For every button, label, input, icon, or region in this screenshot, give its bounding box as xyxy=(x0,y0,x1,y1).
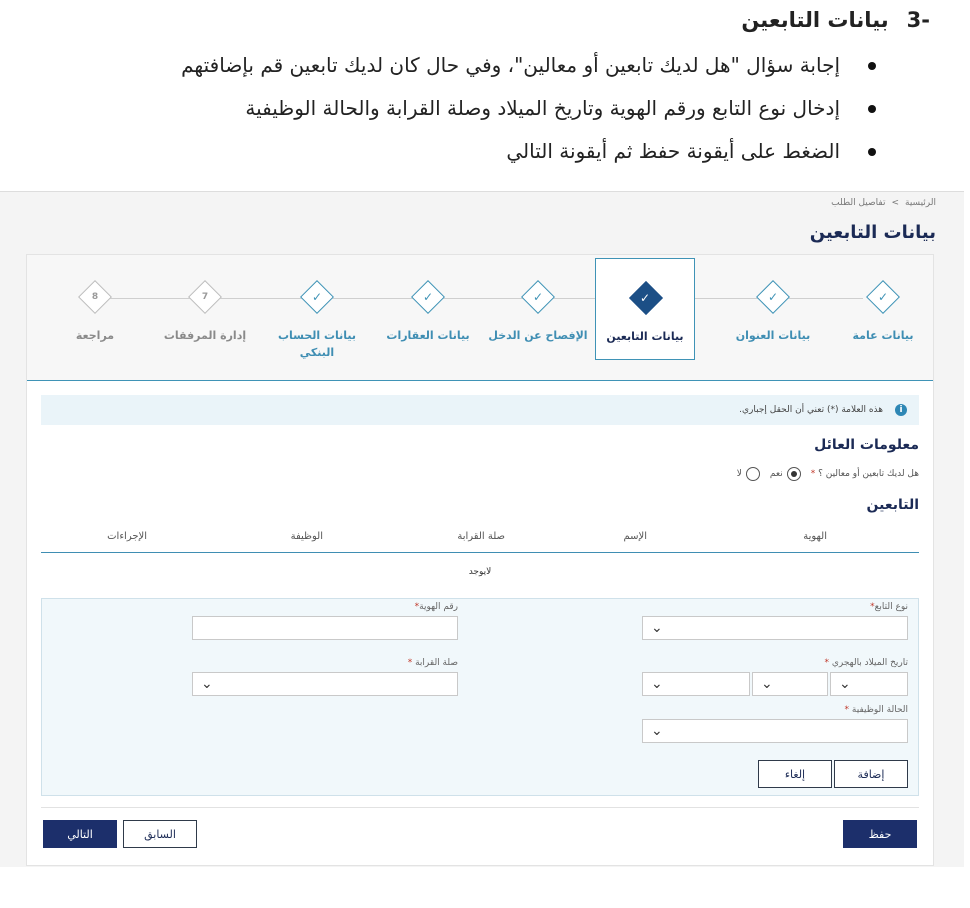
dependents-title: التابعين xyxy=(866,497,919,513)
step-label: بيانات عامة xyxy=(852,329,914,342)
add-dependent-button[interactable]: إضافة xyxy=(834,760,908,788)
save-button[interactable]: حفظ xyxy=(843,820,917,848)
radio-yes[interactable] xyxy=(787,467,801,481)
instruction-item: إدخال نوع التابع ورقم الهوية وتاريخ الميلاد وصلة القرابة والحالة الوظيفية xyxy=(40,87,882,130)
option-yes[interactable] xyxy=(770,467,801,481)
dependents-table-header xyxy=(41,525,919,553)
application-screenshot xyxy=(0,191,964,867)
info-icon: i xyxy=(895,404,907,416)
form-card xyxy=(26,254,934,866)
breadcrumb-current: تفاصيل الطلب xyxy=(831,198,886,208)
label-text: صلة القرابة xyxy=(415,658,458,668)
step-income-disclosure[interactable] xyxy=(488,255,588,381)
instruction-item: الضغط على أيقونة حفظ ثم أيقونة التالي xyxy=(40,130,882,173)
empty-table-message: لايوجد xyxy=(468,567,492,577)
dob-year-select[interactable] xyxy=(642,672,750,696)
option-no-label: لا xyxy=(736,469,742,479)
relation-select[interactable] xyxy=(192,672,458,696)
column-header: الإسم xyxy=(623,531,647,542)
step-label: بيانات العنوان xyxy=(735,329,811,342)
check-icon: ✓ xyxy=(639,291,651,305)
required-mark: * xyxy=(810,469,816,479)
label-text: الحالة الوظيفية xyxy=(851,705,908,715)
chevron-down-icon: ⌄ xyxy=(761,676,773,692)
id-number-input[interactable] xyxy=(192,616,458,640)
page-title: بيانات التابعين xyxy=(809,222,936,243)
family-info-title: معلومات العائل xyxy=(814,437,919,453)
relation-label xyxy=(408,658,458,668)
cancel-dependent-button[interactable]: إلغاء xyxy=(758,760,832,788)
step-address-info[interactable] xyxy=(723,255,823,381)
breadcrumb-home[interactable]: الرئيسية xyxy=(905,198,936,208)
wizard-stepper xyxy=(27,255,933,381)
instructions-title: بيانات التابعين xyxy=(741,8,889,32)
question-text xyxy=(811,469,919,479)
step-label: الإفصاح عن الدخل xyxy=(488,329,588,342)
check-icon: ✓ xyxy=(422,290,434,304)
step-general-info[interactable] xyxy=(833,255,933,381)
label-text: نوع التابع xyxy=(874,602,908,612)
label-text: تاريخ الميلاد بالهجري xyxy=(831,658,908,668)
required-mark: * xyxy=(414,602,420,612)
step-bank-account-info[interactable] xyxy=(267,255,367,381)
breadcrumb-separator: > xyxy=(891,198,899,208)
chevron-down-icon: ⌄ xyxy=(201,676,213,692)
chevron-down-icon: ⌄ xyxy=(651,620,663,636)
required-mark: * xyxy=(824,658,829,668)
check-icon: ✓ xyxy=(532,290,544,304)
dependent-type-select[interactable] xyxy=(642,616,908,640)
notice-text: هذه العلامة (*) تعني أن الحقل إجباري. xyxy=(739,405,883,415)
footer-divider xyxy=(41,807,919,808)
column-header: الوظيفة xyxy=(290,531,323,542)
chevron-down-icon: ⌄ xyxy=(839,676,851,692)
breadcrumb xyxy=(831,198,936,208)
dob-month-select[interactable] xyxy=(752,672,828,696)
dependents-question xyxy=(737,467,919,481)
instructions-heading xyxy=(40,8,930,32)
step-real-estate-info[interactable] xyxy=(378,255,478,381)
dependent-type-label xyxy=(870,602,908,612)
check-icon: ✓ xyxy=(311,290,323,304)
chevron-down-icon: ⌄ xyxy=(651,676,663,692)
required-mark: * xyxy=(870,602,875,612)
step-label: مراجعة xyxy=(75,329,115,342)
previous-button[interactable]: السابق xyxy=(123,820,197,848)
step-label: بيانات العقارات xyxy=(386,329,470,342)
step-number: 8 xyxy=(91,292,99,302)
option-yes-label: نعم xyxy=(769,469,783,479)
column-header: الهوية xyxy=(803,531,827,542)
step-attachments[interactable] xyxy=(155,255,255,381)
column-header: الإجراءات xyxy=(107,531,147,542)
step-label: إدارة المرفقات xyxy=(163,329,247,342)
step-label: بيانات الحساب البنكي xyxy=(277,329,357,359)
step-number: 7 xyxy=(201,292,209,302)
employment-status-label xyxy=(845,705,908,715)
required-mark: * xyxy=(844,705,850,715)
mandatory-fields-notice xyxy=(41,395,919,425)
step-review[interactable] xyxy=(45,255,145,381)
instructions xyxy=(40,8,930,173)
step-dependents-info[interactable] xyxy=(595,258,695,360)
required-mark: * xyxy=(407,658,413,668)
dob-day-select[interactable] xyxy=(830,672,908,696)
step-label: بيانات التابعين xyxy=(606,330,684,343)
instruction-item: إجابة سؤال "هل لديك تابعين أو معالين"، وفي حال كان لديك تابعين قم بإضافتهم xyxy=(40,44,882,87)
add-dependent-form xyxy=(41,598,919,796)
id-number-label xyxy=(415,602,458,612)
instructions-list xyxy=(40,44,930,173)
instructions-number: -3 xyxy=(906,8,930,32)
question-label: هل لديك تابعين أو معالين ؟ xyxy=(818,469,919,479)
next-button[interactable]: التالي xyxy=(43,820,117,848)
option-no[interactable] xyxy=(737,467,760,481)
label-text: رقم الهوية xyxy=(419,602,458,612)
check-icon: ✓ xyxy=(877,290,889,304)
radio-no[interactable] xyxy=(746,467,760,481)
check-icon: ✓ xyxy=(767,290,779,304)
employment-status-select[interactable] xyxy=(642,719,908,743)
hijri-dob-label xyxy=(824,658,908,668)
column-header: صلة القرابة xyxy=(457,531,505,542)
chevron-down-icon: ⌄ xyxy=(651,723,663,739)
